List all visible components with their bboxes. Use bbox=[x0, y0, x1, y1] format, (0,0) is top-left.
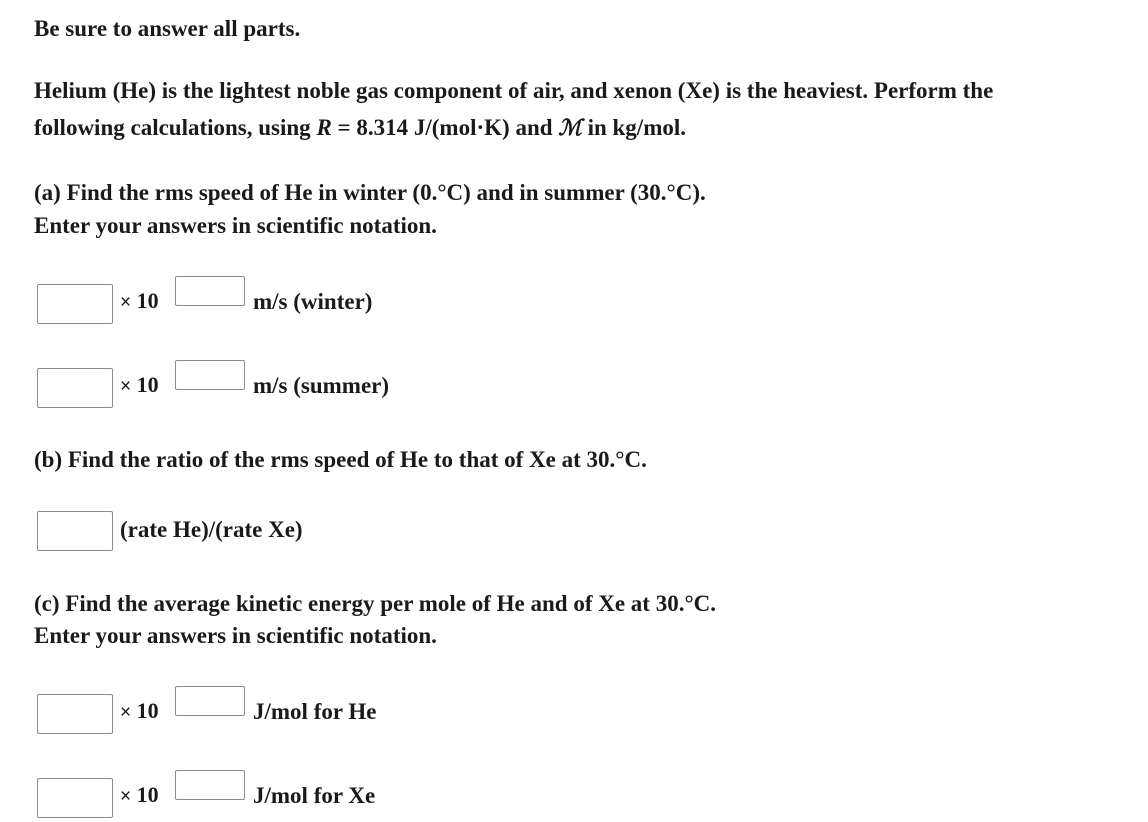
times-symbol: × bbox=[120, 376, 132, 397]
part-c-question: (c) Find the average kinetic energy per mole of He and of Xe at 30.°C. bbox=[34, 591, 717, 616]
part-a-summer-exponent-input[interactable] bbox=[175, 360, 245, 390]
r-value: = 8.314 J/(mol·K) and bbox=[331, 115, 559, 140]
ten-label: 10 bbox=[136, 698, 159, 723]
part-a-summer-times-ten bbox=[120, 372, 159, 400]
times-symbol: × bbox=[120, 292, 132, 313]
intro-line-1: Helium (He) is the lightest noble gas component of air, and xenon (Xe) is the heaviest. Perform the bbox=[34, 78, 994, 103]
part-a-winter-coefficient-input[interactable] bbox=[37, 284, 113, 324]
part-c-xe-exponent-input[interactable] bbox=[175, 770, 245, 800]
intro-line-2-suffix: in kg/mol. bbox=[581, 115, 686, 140]
part-c-he-exponent-input[interactable] bbox=[175, 686, 245, 716]
part-a-summer-unit: m/s (summer) bbox=[253, 373, 390, 398]
molar-mass-symbol: ℳ bbox=[558, 115, 582, 141]
part-a-winter-times-ten bbox=[120, 288, 159, 316]
instruction-text: Be sure to answer all parts. bbox=[34, 16, 301, 41]
ten-label: 10 bbox=[136, 288, 159, 313]
part-a-instruction: Enter your answers in scientific notation. bbox=[34, 213, 437, 238]
part-c-xe-unit: J/mol for Xe bbox=[253, 783, 376, 808]
part-c-xe-times-ten bbox=[120, 782, 159, 810]
times-symbol: × bbox=[120, 786, 132, 807]
intro-line-2 bbox=[34, 111, 686, 145]
part-b-unit: (rate He)/(rate Xe) bbox=[120, 517, 303, 542]
part-b-question: (b) Find the ratio of the rms speed of He to that of Xe at 30.°C. bbox=[34, 447, 647, 472]
part-c-he-unit: J/mol for He bbox=[253, 699, 377, 724]
r-symbol: R bbox=[316, 115, 332, 140]
part-c-xe-coefficient-input[interactable] bbox=[37, 778, 113, 818]
part-c-he-times-ten bbox=[120, 698, 159, 726]
intro-line-2-prefix: following calculations, using bbox=[34, 115, 317, 140]
part-c-instruction: Enter your answers in scientific notation. bbox=[34, 623, 437, 648]
part-a-winter-exponent-input[interactable] bbox=[175, 276, 245, 306]
times-symbol: × bbox=[120, 702, 132, 723]
ten-label: 10 bbox=[136, 782, 159, 807]
part-a-question: (a) Find the rms speed of He in winter (0.°C) and in summer (30.°C). bbox=[34, 180, 706, 205]
part-b-ratio-input[interactable] bbox=[37, 511, 113, 551]
part-c-he-coefficient-input[interactable] bbox=[37, 694, 113, 734]
part-a-winter-unit: m/s (winter) bbox=[253, 289, 373, 314]
ten-label: 10 bbox=[136, 372, 159, 397]
part-a-summer-coefficient-input[interactable] bbox=[37, 368, 113, 408]
